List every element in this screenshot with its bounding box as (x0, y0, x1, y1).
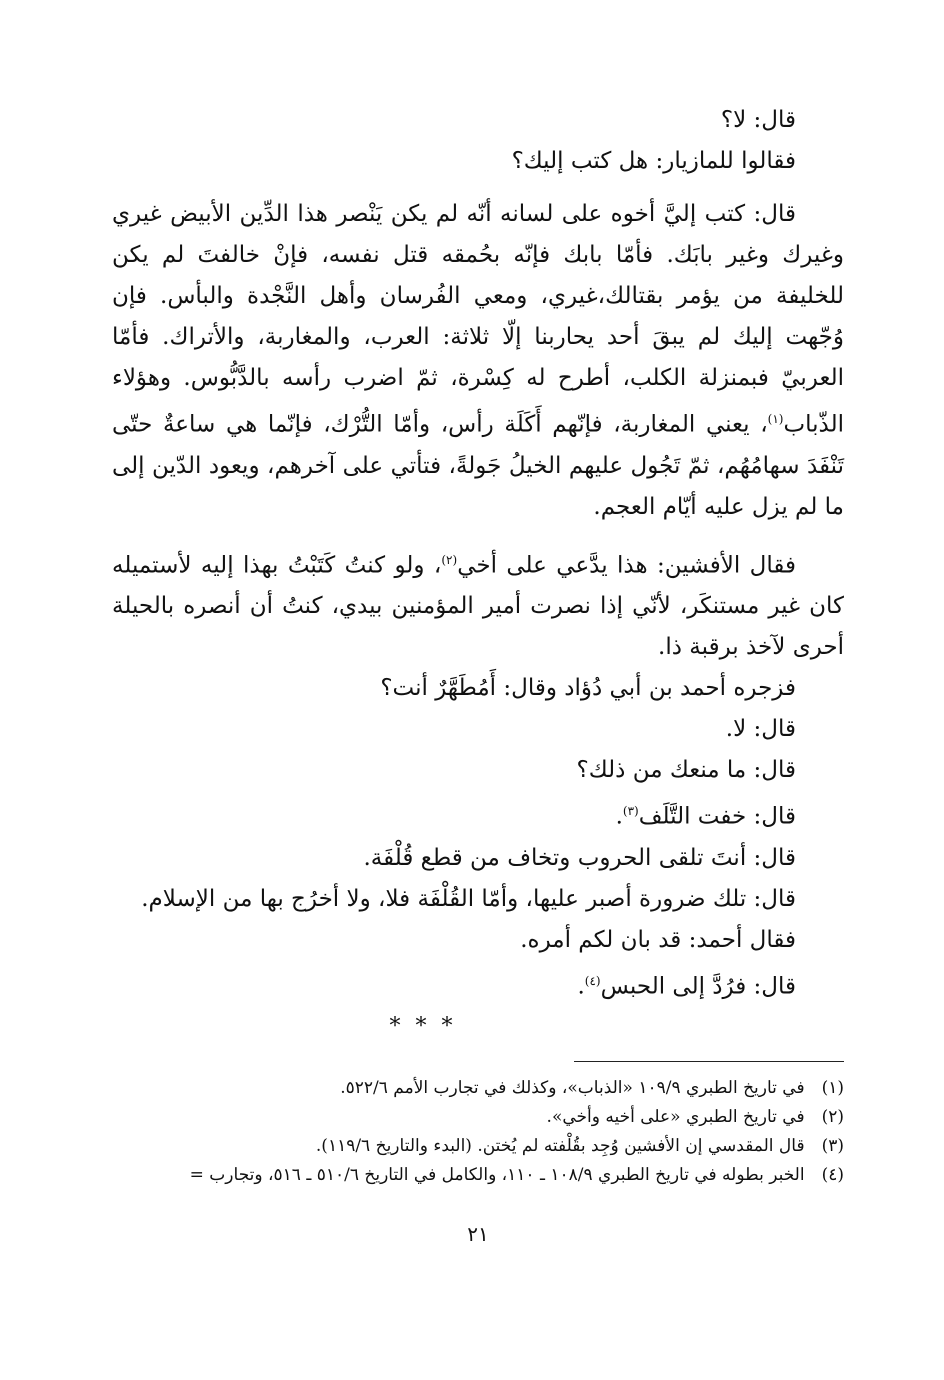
text-line: قال: ما منعك من ذلك؟ (576, 757, 796, 784)
footnote-ref: (٤) (584, 973, 601, 988)
text-line: قال: فرُدَّ إلى الحبس$^{(٤)}$. (577, 973, 796, 1000)
text-line: قال: خفت التَّلَف$^{(٣)}$. (615, 803, 796, 830)
footnote: (١) في تاريخ الطبري ١٠٩/٩ «الذباب»، وكذلك في تجارب الأمم ٥٢٢/٦. (340, 1077, 844, 1098)
text-line: فقال أحمد: قد بان لكم أمره. (520, 926, 796, 953)
footnotes (112, 1074, 844, 1190)
section-divider: * * * (389, 1013, 457, 1039)
footnote-ref: (٣) (622, 804, 639, 819)
text-line: فزجره أحمد بن أبي دُؤاد وقال: أَمُطَهَّرٌ أنت؟ (380, 675, 796, 702)
footnote-ref: (٢) (441, 552, 458, 567)
footnote: (٤) الخبر بطوله في تاريخ الطبري ١٠٨/٩ ـ ١١٠، والكامل في التاريخ ٥١٠/٦ ـ ٥١٦، وتجارب = (189, 1164, 844, 1185)
text-line: قال: لا. (725, 716, 796, 743)
footnote: (٢) في تاريخ الطبري «على أخيه وأخي». (546, 1106, 844, 1127)
footnote-separator (574, 1061, 844, 1062)
page-number: ٢١ (467, 1221, 489, 1246)
paragraph: فقال الأفشين: هذا يدَّعي على أخي$^{(٢)}$، ولو كنتُ كَتَبْتُ بهذا إليه لأستميله كان غير مستنكَر، لأنّي إذا نصرت أمير المؤمنين بيدي، كنتُ أن أنصره بالحيلة أحرى لآخذ برقبة ذا. (112, 552, 844, 661)
book-page (112, 100, 844, 1300)
text-line: قال: لا؟ (720, 107, 796, 133)
text-line: قال: أنتَ تلقى الحروب وتخاف من قطع قُلْفَة. (363, 844, 796, 871)
paragraph: قال: تلك ضرورة أصبر عليها، وأمّا القُلْفَة فلا، ولا أخرُج بها من الإسلام. (141, 885, 796, 912)
footnote-ref: (١) (767, 412, 784, 426)
text-line: فقالوا للمازيار: هل كتب إليك؟ (511, 148, 796, 174)
paragraph: قال: كتب إليَّ أخوه على لسانه أنّه لم يكن يَنْصر هذا الدِّين الأبيض غيري وغيرك وغير بابَك. فأمّا بابك فإنّه بحُمقه قتل نفسه، فإنْ خالفتَ لم يكن للخليفة من يؤمر بقتالك،غيري، ومعي الفُرسان وأهل النَّجْدة والبأس. فإن وُجّهت إليك لم يبقَ أحد يحاربنا إلّا ثلاثة: العرب، والمغاربة، والأتراك. فأمّا العربيّ فبمنزلة الكلب، أطرح له كِسْرة، ثمّ اضرب رأسه بالدَّبُّوس. وهؤلاء الذّباب$^{(١)}$، يعني المغاربة، فإنّهم أَكَلَة رأس، وأمّا التُّرْك، فإنّما هي ساعةٌ حتّى تَنْفَدَ سهامُهُم، ثمّ تَجُول عليهم الخيلُ جَولةً، فتأتي على آخرهم، ويعود الدّين إلى ما لم يزل عليه أيّام العجم. (112, 201, 844, 520)
footnote: (٣) قال المقدسي إن الأفشين وُجِد بقُلْفته لم يُختن. (البدء والتاريخ ١١٩/٦). (315, 1135, 844, 1156)
